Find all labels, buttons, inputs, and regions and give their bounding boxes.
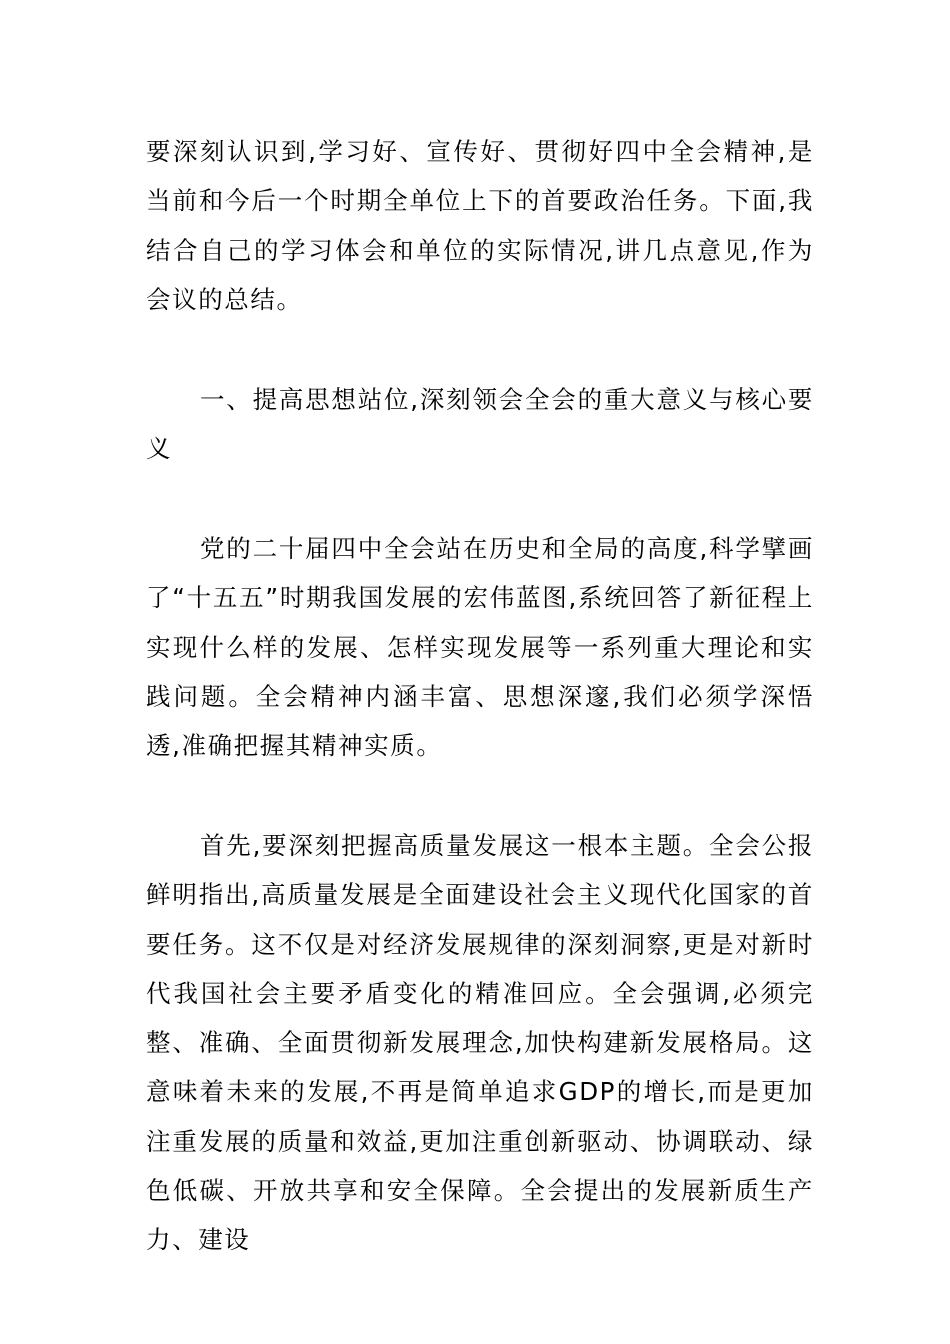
section-heading-one: 一、提高思想站位,深刻领会全会的重大意义与核心要义 <box>146 385 814 464</box>
paragraph-high-quality-development: 首先,要深刻把握高质量发展这一根本主题。全会公报鲜明指出,高质量发展是全面建设社会主义现代化国家的首要任务。这不仅是对经济发展规律的深刻洞察,更是对新时代我国社会主要矛盾变化的精准回应。全会强调,必须完整、准确、全面贯彻新发展理念,加快构建新发展格局。这意味着未来的发展,不再是简单追求GDP的增长,而是更加注重发展的质量和效益,更加注重创新驱动、协调联动、绿色低碳、开放共享和安全保障。全会提出的发展新质生产力、建设 <box>146 831 814 1255</box>
paragraph-plenum-overview: 党的二十届四中全会站在历史和全局的高度,科学擘画了“十五五”时期我国发展的宏伟蓝图,系统回答了新征程上实现什么样的发展、怎样实现发展等一系列重大理论和实践问题。全会精神内涵丰富、思想深邃,我们必须学深悟透,准确把握其精神实质。 <box>146 534 814 761</box>
paragraph-intro: 要深刻认识到,学习好、宣传好、贯彻好四中全会精神,是当前和今后一个时期全单位上下的首要政治任务。下面,我结合自己的学习体会和单位的实际情况,讲几点意见,作为会议的总结。 <box>146 137 814 314</box>
